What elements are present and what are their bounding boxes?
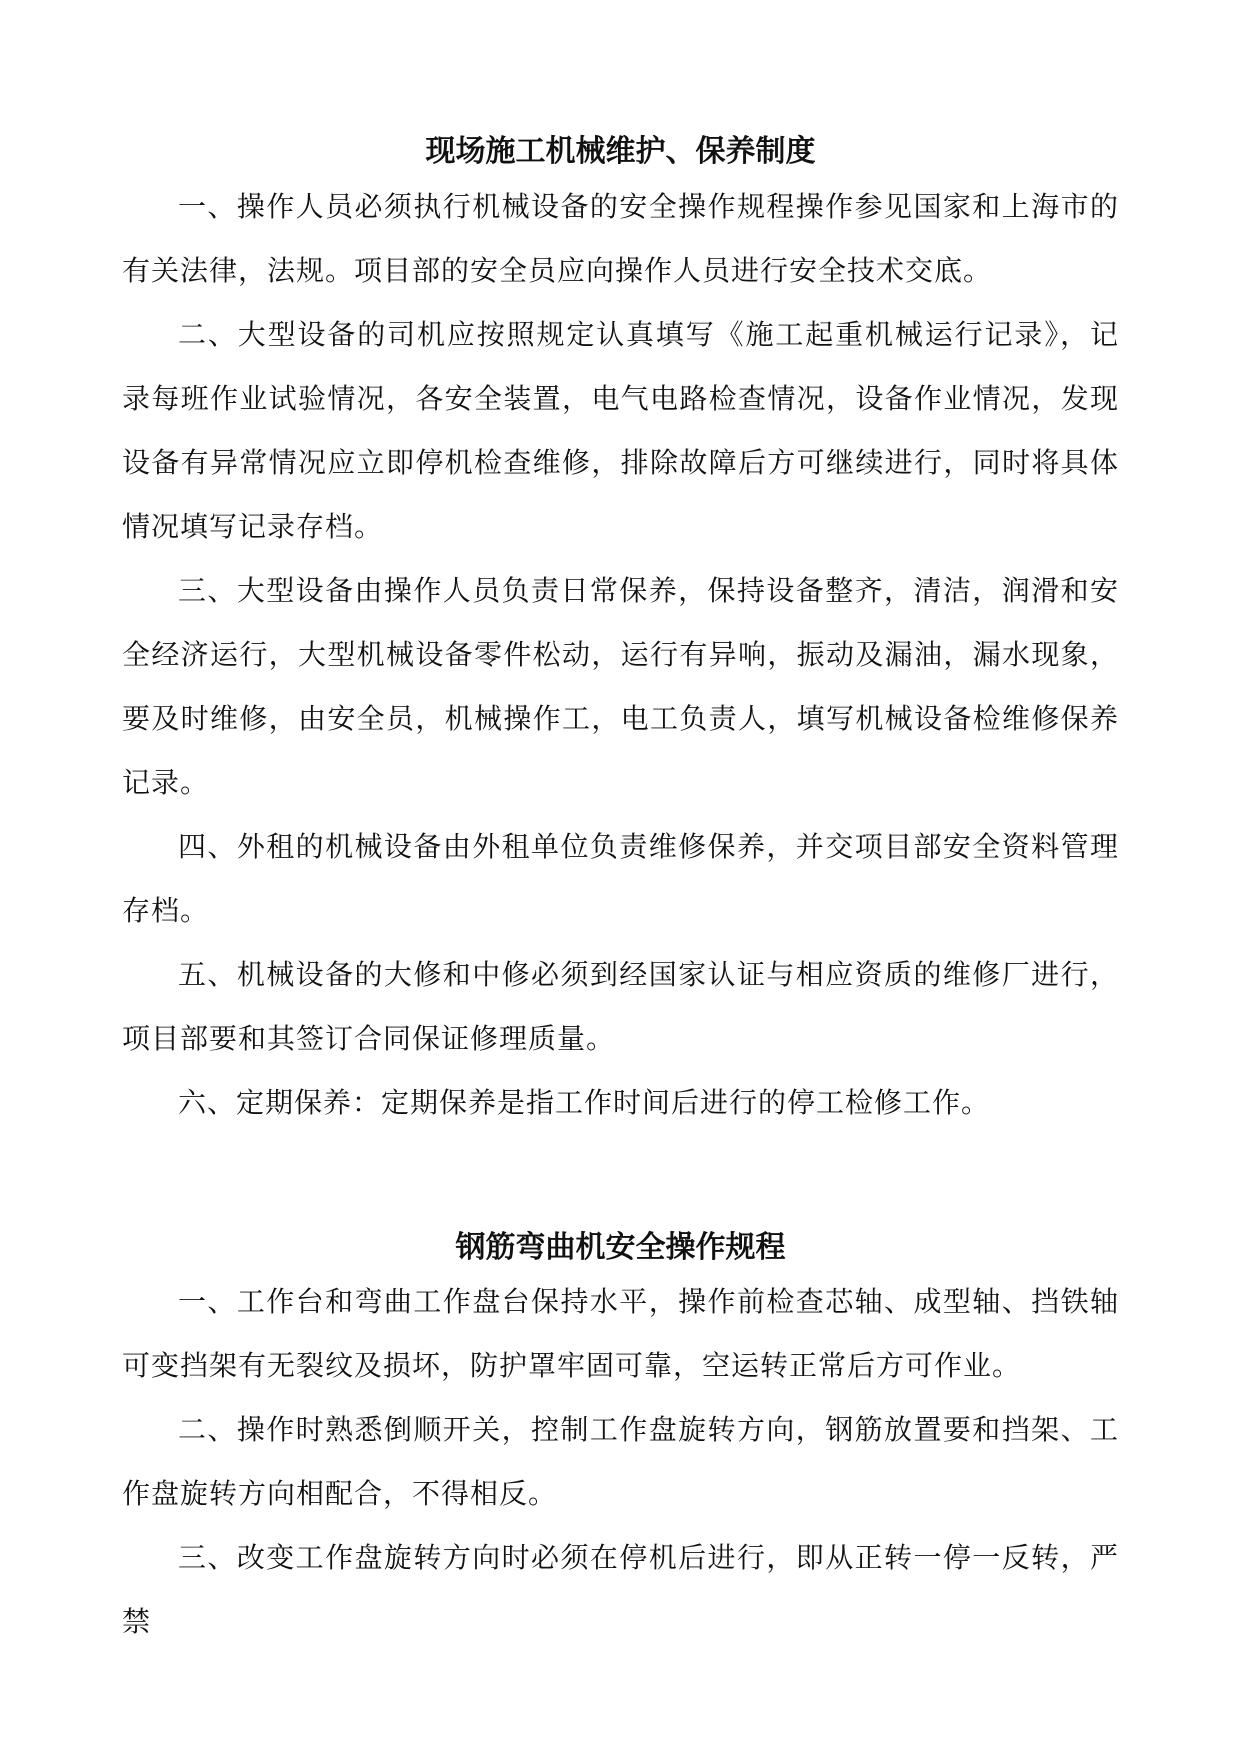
paragraph-4: 四、外租的机械设备由外租单位负责维修保养，并交项目部安全资料管理存档。 (122, 830, 1119, 927)
paragraph-6: 六、定期保养：定期保养是指工作时间后进行的停工检修工作。 (178, 1086, 991, 1119)
paragraph-1: 一、工作台和弯曲工作盘台保持水平，操作前检查芯轴、成型轴、挡铁轴可变挡架有无裂纹及损坏，防护罩牢固可靠，空运转正常后方可作业。 (122, 1285, 1119, 1382)
paragraph-3: 三、改变工作盘旋转方向时必须在停机后进行，即从正转一停一反转，严禁 (122, 1541, 1119, 1638)
section-body-bending-machine (122, 1270, 1119, 1654)
paragraph-2: 二、大型设备的司机应按照规定认真填写《施工起重机械运行记录》，记录每班作业试验情况，各安全装置，电气电路检查情况，设备作业情况，发现设备有异常情况应立即停机检查维修，排除故障后方可继续进行，同时将具体情况填写记录存档。 (122, 318, 1119, 543)
paragraph-2: 二、操作时熟悉倒顺开关，控制工作盘旋转方向，钢筋放置要和挡架、工作盘旋转方向相配合，不得相反。 (122, 1413, 1119, 1510)
section-title-bending-machine: 钢筋弯曲机安全操作规程 (455, 1230, 786, 1265)
section-title-maintenance: 现场施工机械维护、保养制度 (425, 134, 816, 169)
paragraph-1: 一、操作人员必须执行机械设备的安全操作规程操作参见国家和上海市的有关法律，法规。项目部的安全员应向操作人员进行安全技术交底。 (122, 190, 1119, 287)
paragraph-5: 五、机械设备的大修和中修必须到经国家认证与相应资质的维修厂进行，项目部要和其签订合同保证修理质量。 (122, 958, 1119, 1055)
section-body-maintenance (122, 175, 1119, 1135)
paragraph-3: 三、大型设备由操作人员负责日常保养，保持设备整齐，清洁，润滑和安全经济运行，大型机械设备零件松动，运行有异响，振动及漏油，漏水现象，要及时维修，由安全员，机械操作工，电工负责人，填写机械设备检维修保养记录。 (122, 574, 1119, 799)
